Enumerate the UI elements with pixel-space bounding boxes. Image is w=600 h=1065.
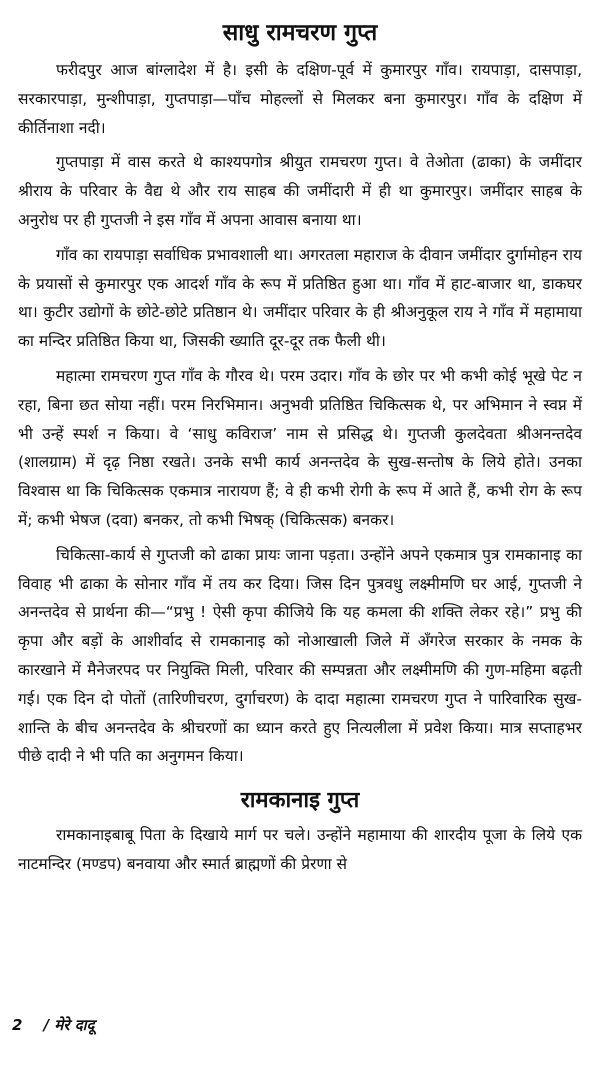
page-footer — [12, 1015, 95, 1035]
paragraph-5: चिकित्सा-कार्य से गुप्तजी को ढाका प्रायः जाना पड़ता। उन्होंने अपने एकमात्र पुत्र रामकानाइ का विवाह भी ढाका के सोनार गाँव में तय कर दिया। जिस दिन पुत्रवधु लक्ष्मीमणि घर आई, गुप्तजी ने अनन्तदेव से प्रार्थना की—“प्रभु ! ऐसी कृपा कीजिये कि यह कमला की शक्ति लेकर रहे।” प्रभु की कृपा और बड़ों के आशीर्वाद से रामकानाइ को नोआखाली जिले में अँगरेज सरकार के नमक के कारखाने में मैनेजरपद पर नियुक्ति मिली, परिवार की सम्पन्नता और लक्ष्मीमणि की गुण-महिमा बढ़ती गई। एक दिन दो पोतों (तारिणीचरण, दुर्गाचरण) के दादा महात्मा रामचरण गुप्त ने पारिवारिक सुख-शान्ति के बीच अनन्तदेव के श्रीचरणों का ध्यान करते हुए नित्यलीला में प्रवेश किया। मात्र सप्ताहभर पीछे दादी ने भी पति का अनुगमन किया। — [18, 545, 582, 766]
chapter-title: साधु रामचरण गुप्त — [222, 20, 378, 46]
paragraph-2: गुप्तपाड़ा में वास करते थे काश्यपगोत्र श्रीयुत रामचरण गुप्त। वे तेओता (ढाका) के जमींदार श्रीराय के परिवार के वैद्य थे और राय साहब की जमींदारी में ही था कुमारपुर। जमींदार साहब के अनुरोध पर ही गुप्तजी ने इस गाँव में अपना आवास बनाया था। — [18, 153, 582, 229]
paragraph-3: गाँव का रायपाड़ा सर्वाधिक प्रभावशाली था। अगरतला महाराज के दीवान जमींदार दुर्गामोहन राय के प्रयासों से कुमारपुर एक आदर्श गाँव के रूप में प्रतिष्ठित हुआ था। गाँव में हाट-बाजार था, डाकघर था। कुटीर उद्योगों के छोटे-छोटे प्रतिष्ठान थे। जमींदार परिवार के ही श्रीअनुकूल राय ने गाँव में महामाया का मन्दिर प्रतिष्ठित किया था, जिसकी ख्याति दूर-दूर तक फैली थी। — [18, 245, 582, 351]
running-title: / मेरे दादू — [43, 1016, 95, 1034]
section-title: रामकानाइ गुप्त — [240, 788, 360, 814]
section-paragraph: रामकानाइबाबू पिता के दिखाये मार्ग पर चले। उन्होंने महामाया की शारदीय पूजा के लिये एक नाटमन्दिर (मण्डप) बनवाया और स्मार्त ब्राह्मणों की प्रेरणा से — [18, 826, 582, 873]
page-number: 2 — [12, 1016, 23, 1034]
paragraph-1: फरीदपुर आज बांग्लादेश में है। इसी के दक्षिण-पूर्व में कुमारपुर गाँव। रायपाड़ा, दासपाड़ा, सरकारपाड़ा, मुन्शीपाड़ा, गुप्तपाड़ा—पाँच मोहल्लों से मिलकर बना कुमारपुर। गाँव के दक्षिण में कीर्तिनाशा नदी। — [18, 61, 582, 137]
paragraph-4: महात्मा रामचरण गुप्त गाँव के गौरव थे। परम उदार। गाँव के छोर पर भी कभी कोई भूखे पेट न रहा, बिना छत सोया नहीं। परम निरभिमान। अनुभवी प्रतिष्ठित चिकित्सक थे, पर अभिमान ने स्वप्न में भी उन्हें स्पर्श न किया। वे ‘साधु कविराज’ नाम से प्रसिद्ध थे। गुप्तजी कुलदेवता श्रीअनन्तदेव (शालग्राम) में दृढ़ निष्ठा रखते। उनके सभी कार्य अनन्तदेव के सुख-सन्तोष के लिये होते। उनका विश्वास था कि चिकित्सक एकमात्र नारायण हैं; वे ही कभी रोगी के रूप में आते हैं, कभी रोग के रूप में; कभी भेषज (दवा) बनकर, तो कभी भिषक् (चिकित्सक) बनकर। — [18, 366, 582, 529]
